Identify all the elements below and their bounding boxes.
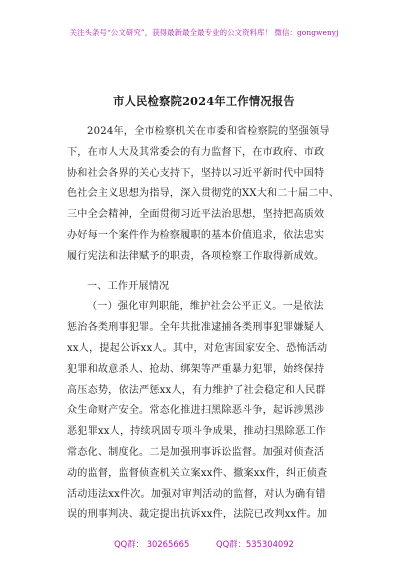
body-line: 2024年，全市检察机关在市委和省检察院的坚强领导 <box>87 126 330 137</box>
body-line: 恶犯罪xx人，持续巩固专项斗争成果，推动扫黑除恶工作 <box>67 426 326 438</box>
body-line: 动的监督，监督侦查机关立案xx件、撤案xx件，纠正侦查 <box>67 467 328 479</box>
body-line: 色社会主义思想为指导，深入贯彻党的XX大和二十届二中、 <box>67 188 340 200</box>
body-line: 高压态势，依法严惩xx人，有力维护了社会稳定和人民群 <box>67 384 326 396</box>
body-line: （一）强化审判职能，维护社会公平正义。一是依法 <box>87 301 324 313</box>
body-line: 一、工作开展情况 <box>87 280 170 292</box>
body-line: 惩治各类刑事犯罪。全年共批准逮捕各类刑事犯罪嫌疑人 <box>67 322 325 334</box>
body-line: 活动违法xx件次。加强对审判活动的监督，对认为确有错 <box>67 488 326 500</box>
body-line: 常态化、制度化。二是加强刑事诉讼监督。加强对侦查活 <box>67 446 325 458</box>
body-line: 履行宪法和法律赋予的职责，各项检察工作取得新成效。 <box>67 250 325 262</box>
document-title: 市人民检察院2024年工作情况报告 <box>113 94 295 108</box>
body-line: 协和社会各界的关心支持下，坚持以习近平新时代中国特 <box>67 167 325 179</box>
qq-group-2: QQ群：535304092 <box>216 539 294 549</box>
body-line: 众生命财产安全。常态化推进扫黑除恶斗争，起诉涉黑涉 <box>67 405 325 417</box>
body-line: 下，在市人大及其常委会的有力监督下，在市政府、市政 <box>67 146 325 158</box>
body-line: 三中全会精神，全面贯彻习近平法治思想，坚持把高质效 <box>67 209 325 221</box>
body-line: 误的刑事判决、裁定提出抗诉xx件，法院已改判xx件。加 <box>67 509 328 521</box>
body-line: 犯罪和故意杀人、抢劫、绑架等严重暴力犯罪，始终保持 <box>67 363 325 375</box>
footer-contact <box>0 538 408 550</box>
document-body <box>67 122 350 526</box>
body-line: 办好每一个案件作为检察履职的基本价值追求，依法忠实 <box>67 229 325 241</box>
qq-group-1: QQ群： 30265665 <box>114 539 190 549</box>
body-line: xx人，提起公诉xx人。其中，对危害国家安全、恐怖活动 <box>67 342 328 354</box>
promo-banner: 关注头条号“公文研究”，获得最新最全最专业的公文资料库！ 微信：gongwenyj <box>69 28 339 37</box>
